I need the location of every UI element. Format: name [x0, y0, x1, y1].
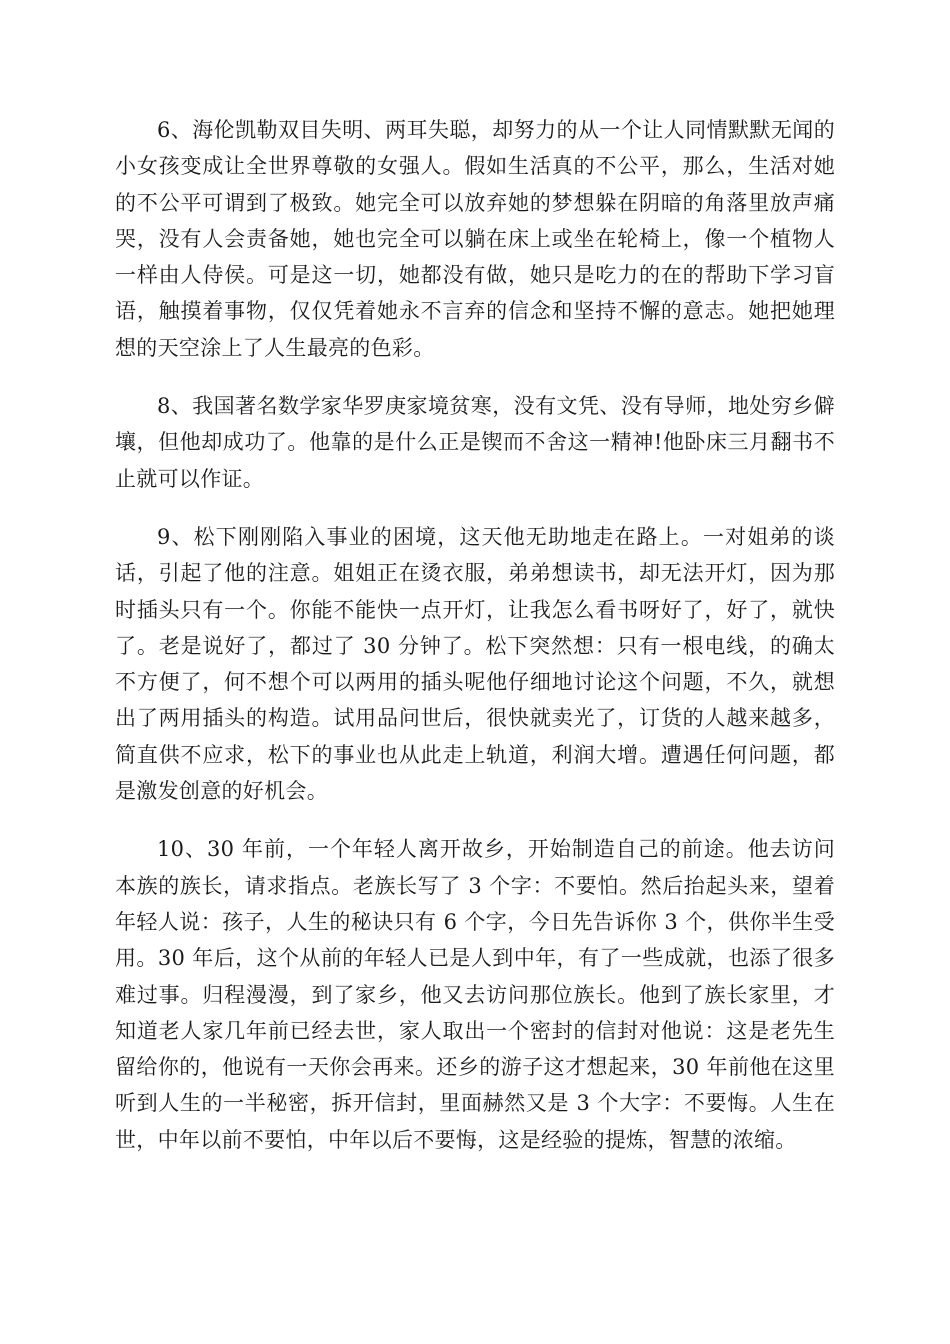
paragraph-matsushita: 9、松下刚刚陷入事业的困境，这天他无助地走在路上。一对姐弟的谈话，引起了他的注意。姐姐正在烫衣服，弟弟想读书，却无法开灯，因为那时插头只有一个。你能不能快一点开灯，让我怎么看书呀好了，好了，就快了。老是说好了，都过了 30 分钟了。松下突然想：只有一根电线，的确太不方便了，何不想个可以两用的插头呢他仔细地讨论这个问题，不久，就想出了两用插头的构造。试用品问世后，很快就卖光了，订货的人越来越多，简直供不应求，松下的事业也从此走上轨道，利润大增。遭遇任何问题，都是激发创意的好机会。 — [115, 524, 835, 804]
paragraph-helen-keller: 6、海伦凯勒双目失明、两耳失聪，却努力的从一个让人同情默默无闻的小女孩变成让全世界尊敬的女强人。假如生活真的不公平，那么，生活对她的不公平可谓到了极致。她完全可以放弃她的梦想躲在阴暗的角落里放声痛哭，没有人会责备她，她也完全可以躺在床上或坐在轮椅上，像一个植物人一样由人侍侯。可是这一切，她都没有做，她只是吃力的在的帮助下学习盲语，触摸着事物，仅仅凭着她永不言弃的信念和坚持不懈的意志。她把她理想的天空涂上了人生最亮的色彩。 — [115, 118, 835, 360]
paragraph-clan-elder: 10、30 年前，一个年轻人离开故乡，开始制造自己的前途。他去访问本族的族长，请求指点。老族长写了 3 个字：不要怕。然后抬起头来，望着年轻人说：孩子，人生的秘诀只有 6 个字，今日先告诉你 3 个，供你半生受用。30 年后，这个从前的年轻人已是人到中年，有了一些成就，也添了很多难过事。归程漫漫，到了家乡，他又去访问那位族长。他到了族长家里，才知道老人家几年前已经去世，家人取出一个密封的信封对他说：这是老先生留给你的，他说有一天你会再来。还乡的游子这才想起来，30 年前他在这里听到人生的一半秘密，拆开信封，里面赫然又是 3 个大字：不要悔。人生在世，中年以前不要怕，中年以后不要悔，这是经验的提炼，智慧的浓缩。 — [115, 837, 836, 1152]
document-page — [115, 112, 835, 1180]
paragraph-hua-luogeng: 8、我国著名数学家华罗庚家境贫寒，没有文凭、没有导师，地处穷乡僻壤，但他却成功了。他靠的是什么正是锲而不舍这一精神!他卧床三月翻书不止就可以作证。 — [115, 394, 835, 491]
